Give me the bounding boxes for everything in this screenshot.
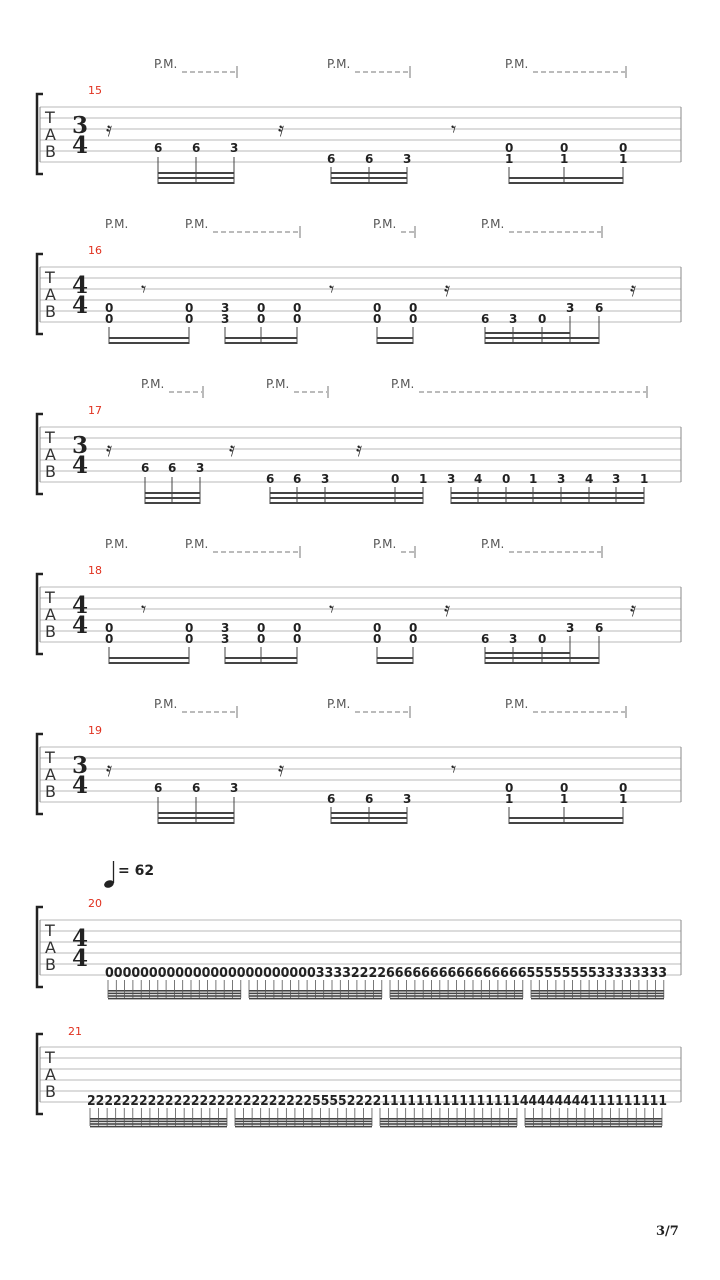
fret-number: 1	[640, 472, 649, 486]
measure-number: 21	[68, 1025, 82, 1038]
fret-number: 6	[365, 792, 374, 806]
tab-letter-t: T	[45, 108, 55, 127]
sixteenth-rest-icon: 𝄿	[356, 437, 363, 461]
fret-number: 6	[595, 621, 604, 635]
fret-number: 0	[257, 301, 266, 315]
time-signature-bottom: 4	[72, 945, 89, 972]
tab-letter-a: A	[45, 285, 56, 304]
tab-clef	[44, 268, 56, 321]
fret-number: 0	[373, 301, 382, 315]
fret-number: 3	[557, 472, 566, 486]
fret-number: 3	[221, 312, 230, 326]
palm-mute-markings	[154, 697, 626, 718]
fret-number: 0	[185, 632, 194, 646]
fret-number: 3	[509, 632, 518, 646]
sixteenth-rest-icon: 𝄿	[229, 437, 236, 461]
sixteenth-rest-icon: 𝄿	[630, 597, 637, 621]
tab-clef	[44, 748, 56, 801]
fret-number: 0	[293, 632, 302, 646]
pm-label: P.M.	[391, 377, 415, 391]
fret-number: 6	[168, 461, 177, 475]
time-signature-bottom: 4	[72, 612, 89, 639]
system-20	[37, 897, 681, 999]
fret-number: 3	[196, 461, 205, 475]
fret-number: 6	[481, 632, 490, 646]
time-signature	[72, 592, 88, 639]
fret-number: 0	[105, 312, 114, 326]
fret-number: 6	[154, 781, 163, 795]
fret-number: 0	[538, 312, 547, 326]
palm-mute-markings	[105, 537, 602, 558]
fret-number: 0	[257, 312, 266, 326]
fret-number: 1	[560, 792, 569, 806]
fret-number: 4	[474, 472, 483, 486]
fret-number: 3	[230, 141, 239, 155]
pm-label: P.M.	[185, 537, 209, 551]
fret-number: 0	[185, 312, 194, 326]
fret-number: 1	[505, 152, 514, 166]
fret-number: 1	[419, 472, 428, 486]
fret-number: 3	[221, 632, 230, 646]
eighth-rest-icon: 𝄾	[451, 117, 457, 141]
tab-clef	[44, 588, 56, 641]
fret-number: 1	[560, 152, 569, 166]
staff-lines	[40, 587, 681, 642]
tab-letter-b: B	[45, 462, 56, 481]
pm-label: P.M.	[105, 537, 129, 551]
time-signature-top: 3	[72, 112, 89, 139]
eighth-rest-icon: 𝄾	[141, 277, 147, 301]
fret-number: 3	[230, 781, 239, 795]
time-signature	[72, 272, 88, 319]
fret-number: 0	[619, 141, 628, 155]
beam-group-run	[108, 980, 664, 999]
staff-lines	[40, 107, 681, 162]
palm-mute-markings	[154, 57, 626, 78]
tab-letter-a: A	[45, 938, 56, 957]
fret-number: 1	[529, 472, 538, 486]
fret-number: 6	[154, 141, 163, 155]
fret-number: 0	[257, 621, 266, 635]
fret-number: 3	[447, 472, 456, 486]
measure-number: 17	[88, 404, 102, 417]
fret-number: 6	[365, 152, 374, 166]
beam	[390, 998, 523, 1000]
fret-number: 3	[566, 301, 575, 315]
beam	[525, 1126, 662, 1128]
pm-label: P.M.	[481, 217, 505, 231]
time-signature-top: 3	[72, 432, 89, 459]
time-signature-top: 3	[72, 752, 89, 779]
fret-number: 3	[221, 621, 230, 635]
fret-number: 3	[321, 472, 330, 486]
eighth-rest-icon: 𝄾	[329, 597, 335, 621]
pm-label: P.M.	[327, 57, 351, 71]
time-signature-bottom: 4	[72, 452, 89, 479]
measure-number: 20	[88, 897, 102, 910]
sixteenth-rest-icon: 𝄿	[106, 437, 113, 461]
fret-number: 6	[595, 301, 604, 315]
fret-number: 4	[585, 472, 594, 486]
sixteenth-rest-icon: 𝄿	[278, 757, 285, 781]
tempo-marking	[103, 861, 154, 889]
beam	[108, 998, 241, 1000]
tab-letter-a: A	[45, 1065, 56, 1084]
fret-number: 1	[619, 792, 628, 806]
fret-number: 0	[409, 621, 418, 635]
system-17	[37, 377, 681, 504]
tab-letter-t: T	[45, 428, 55, 447]
pm-label: P.M.	[327, 697, 351, 711]
tab-letter-a: A	[45, 765, 56, 784]
fret-number: 0	[293, 312, 302, 326]
tab-letter-b: B	[45, 782, 56, 801]
time-signature	[72, 925, 88, 972]
system-19	[37, 697, 681, 824]
sixteenth-rest-icon: 𝄿	[278, 117, 285, 141]
fret-number: 0	[293, 301, 302, 315]
pm-label: P.M.	[266, 377, 290, 391]
fret-number: 0	[373, 632, 382, 646]
time-signature-bottom: 4	[72, 132, 89, 159]
sixteenth-rest-icon: 𝄿	[630, 277, 637, 301]
fret-number: 0	[619, 781, 628, 795]
system-16	[37, 217, 681, 344]
time-signature	[72, 112, 88, 159]
time-signature-top: 4	[72, 272, 89, 299]
fret-number: 0	[409, 632, 418, 646]
pm-label: P.M.	[481, 537, 505, 551]
fret-number: 3	[566, 621, 575, 635]
fret-number: 3	[403, 792, 412, 806]
system-21	[37, 1025, 681, 1127]
fret-number: 0	[105, 621, 114, 635]
fret-number: 6	[327, 792, 336, 806]
tab-letter-b: B	[45, 142, 56, 161]
fret-number: 3	[509, 312, 518, 326]
fret-number-run: 0000000000000000000000003333222266666666666666665555555533333333	[105, 966, 667, 981]
tab-clef	[44, 108, 56, 161]
time-signature-top: 4	[72, 925, 89, 952]
fret-number: 0	[505, 141, 514, 155]
fret-number: 0	[293, 621, 302, 635]
fret-number: 1	[505, 792, 514, 806]
pm-label: P.M.	[141, 377, 165, 391]
tab-clef	[44, 1048, 56, 1101]
fret-number: 6	[141, 461, 150, 475]
fret-number: 6	[266, 472, 275, 486]
tab-letter-a: A	[45, 445, 56, 464]
fret-number: 0	[373, 312, 382, 326]
fret-number: 0	[391, 472, 400, 486]
pm-label: P.M.	[373, 217, 397, 231]
pm-label: P.M.	[105, 217, 129, 231]
tab-letter-a: A	[45, 125, 56, 144]
staff-lines	[40, 747, 681, 802]
beam	[531, 998, 664, 1000]
time-signature-top: 4	[72, 592, 89, 619]
fret-number: 0	[560, 781, 569, 795]
tempo-text: = 62	[118, 863, 155, 879]
beam	[380, 1126, 517, 1128]
pm-label: P.M.	[185, 217, 209, 231]
fret-number: 0	[502, 472, 511, 486]
tab-letter-b: B	[45, 1082, 56, 1101]
eighth-rest-icon: 𝄾	[329, 277, 335, 301]
sixteenth-rest-icon: 𝄿	[444, 277, 451, 301]
fret-number: 0	[409, 312, 418, 326]
measure-number: 15	[88, 84, 102, 97]
fret-number: 0	[105, 301, 114, 315]
pm-label: P.M.	[505, 57, 529, 71]
fret-number: 3	[403, 152, 412, 166]
tab-letter-t: T	[45, 588, 55, 607]
pm-label: P.M.	[373, 537, 397, 551]
fret-number: 6	[481, 312, 490, 326]
tab-letter-t: T	[45, 1048, 55, 1067]
beam	[235, 1126, 372, 1128]
time-signature-bottom: 4	[72, 292, 89, 319]
sixteenth-rest-icon: 𝄿	[444, 597, 451, 621]
fret-number: 6	[192, 781, 201, 795]
fret-number: 3	[221, 301, 230, 315]
fret-number: 0	[538, 632, 547, 646]
fret-number: 0	[505, 781, 514, 795]
time-signature-bottom: 4	[72, 772, 89, 799]
measure-number: 16	[88, 244, 102, 257]
measure-number: 19	[88, 724, 102, 737]
tab-letter-t: T	[45, 748, 55, 767]
time-signature	[72, 432, 88, 479]
beam	[249, 998, 382, 1000]
tab-letter-t: T	[45, 921, 55, 940]
pm-label: P.M.	[154, 697, 178, 711]
pm-label: P.M.	[154, 57, 178, 71]
fret-number: 0	[257, 632, 266, 646]
beam	[90, 1126, 227, 1128]
fret-number: 6	[192, 141, 201, 155]
beam-group-run	[90, 1108, 662, 1127]
fret-number: 6	[293, 472, 302, 486]
fret-number-run: 2222222222222222222222222255552222111111111111111144444444111111111	[87, 1094, 667, 1109]
pm-label: P.M.	[505, 697, 529, 711]
fret-number: 0	[373, 621, 382, 635]
fret-number: 0	[560, 141, 569, 155]
system-15	[37, 57, 681, 184]
fret-number: 0	[105, 632, 114, 646]
fret-number: 3	[612, 472, 621, 486]
system-18	[37, 537, 681, 664]
sixteenth-rest-icon: 𝄿	[106, 757, 113, 781]
tab-letter-t: T	[45, 268, 55, 287]
eighth-rest-icon: 𝄾	[141, 597, 147, 621]
page-number: 3/7	[656, 1224, 679, 1239]
fret-number: 1	[619, 152, 628, 166]
tab-clef	[44, 921, 56, 974]
palm-mute-markings	[105, 217, 602, 238]
tab-letter-b: B	[45, 955, 56, 974]
fret-number: 0	[185, 621, 194, 635]
staff-lines	[40, 267, 681, 322]
fret-number: 0	[185, 301, 194, 315]
palm-mute-markings	[141, 377, 647, 398]
tab-letter-b: B	[45, 622, 56, 641]
tab-letter-a: A	[45, 605, 56, 624]
fret-number: 6	[327, 152, 336, 166]
eighth-rest-icon: 𝄾	[451, 757, 457, 781]
beam	[158, 172, 234, 174]
sixteenth-rest-icon: 𝄿	[106, 117, 113, 141]
time-signature	[72, 752, 88, 799]
tab-letter-b: B	[45, 302, 56, 321]
tab-clef	[44, 428, 56, 481]
fret-number: 0	[409, 301, 418, 315]
measure-number: 18	[88, 564, 102, 577]
